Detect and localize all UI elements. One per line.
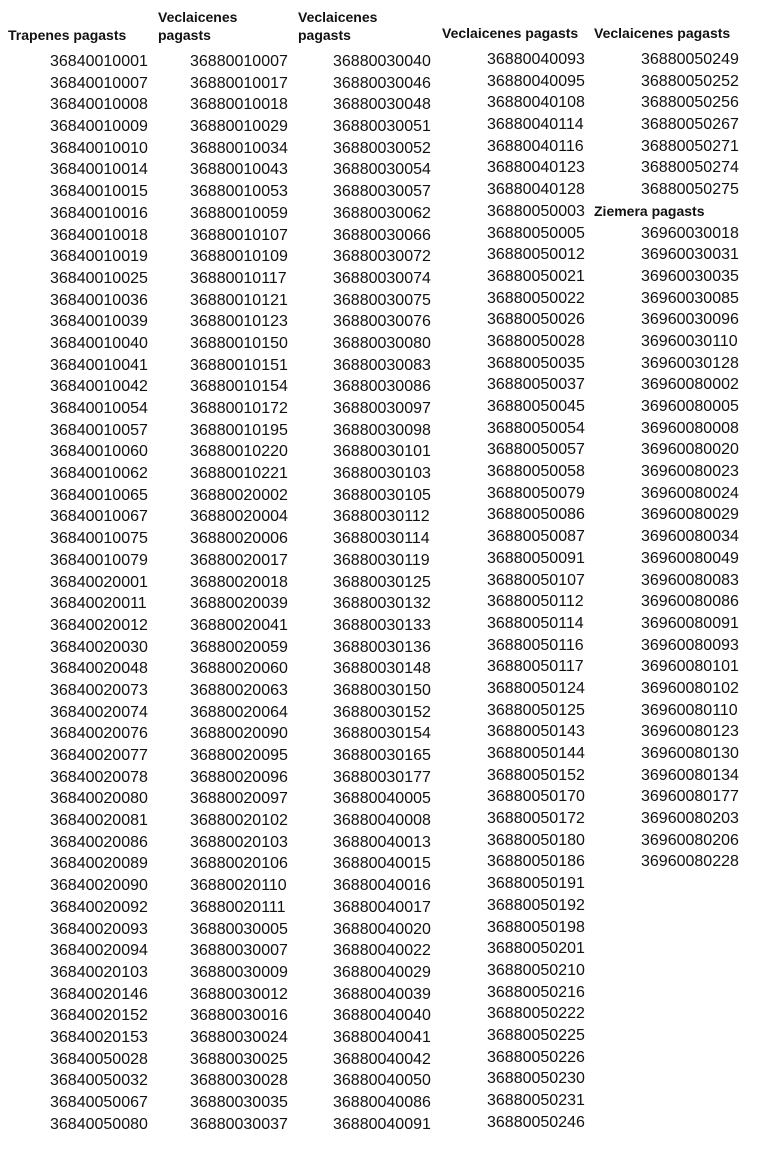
column-header bbox=[8, 0, 158, 44]
cadastral-number: 36880030016 bbox=[190, 1007, 288, 1025]
id-list bbox=[594, 223, 770, 874]
cadastral-number: 36960080134 bbox=[641, 766, 739, 784]
cadastral-number: 36880030112 bbox=[333, 508, 430, 526]
cadastral-number: 36960080083 bbox=[641, 571, 739, 589]
cadastral-number: 36960080005 bbox=[641, 398, 739, 415]
cadastral-number: 36880030028 bbox=[190, 1072, 288, 1090]
cadastral-number: 36880020103 bbox=[190, 833, 288, 851]
cadastral-number: 36880010107 bbox=[190, 226, 288, 244]
column-header bbox=[594, 0, 770, 42]
cadastral-number: 36840020153 bbox=[50, 1028, 148, 1046]
cadastral-number: 36880040040 bbox=[333, 1007, 431, 1025]
cadastral-number: 36880050226 bbox=[487, 1048, 585, 1066]
cadastral-number: 36840020048 bbox=[50, 660, 148, 678]
cadastral-number: 36840020081 bbox=[50, 812, 148, 830]
cadastral-number: 36840020093 bbox=[50, 920, 148, 938]
cadastral-number: 36880030046 bbox=[333, 74, 431, 92]
cadastral-number: 36840020146 bbox=[50, 985, 148, 1003]
cadastral-number: 36880020006 bbox=[190, 530, 288, 548]
cadastral-number: 36880010029 bbox=[190, 118, 288, 136]
cadastral-number: 36880050230 bbox=[487, 1070, 585, 1088]
cadastral-number: 36880010117 bbox=[190, 269, 287, 287]
column-veclaicenes-3 bbox=[442, 0, 594, 1133]
cadastral-number: 36880040041 bbox=[333, 1028, 431, 1046]
cadastral-number: 36880020004 bbox=[190, 508, 288, 526]
cadastral-number: 36840050067 bbox=[50, 1094, 148, 1111]
cadastral-number: 36840020090 bbox=[50, 877, 148, 895]
cadastral-number: 36960030031 bbox=[641, 246, 739, 264]
cadastral-number: 36960080110 bbox=[641, 701, 738, 719]
cadastral-number: 36840010025 bbox=[50, 269, 148, 287]
id-list bbox=[158, 51, 300, 1135]
cadastral-number: 36960080093 bbox=[641, 636, 739, 654]
cadastral-number: 36840010015 bbox=[50, 183, 148, 201]
cadastral-number: 36880030005 bbox=[190, 920, 288, 938]
cadastral-number: 36880010172 bbox=[190, 400, 288, 417]
cadastral-number: 36840010060 bbox=[50, 443, 148, 461]
cadastral-number: 36840020030 bbox=[50, 638, 148, 656]
cadastral-number: 36880030098 bbox=[333, 421, 431, 439]
id-list bbox=[594, 49, 770, 201]
cadastral-number: 36880050210 bbox=[487, 961, 585, 979]
cadastral-number: 36880050144 bbox=[487, 745, 585, 762]
cadastral-number: 36880030114 bbox=[333, 530, 430, 548]
cadastral-number: 36960080203 bbox=[641, 810, 739, 828]
cadastral-number: 36880050079 bbox=[487, 484, 585, 502]
cadastral-number: 36880050191 bbox=[487, 875, 585, 893]
cadastral-number: 36880050252 bbox=[641, 72, 739, 90]
cadastral-number: 36880030035 bbox=[190, 1094, 288, 1111]
cadastral-number: 36880040013 bbox=[333, 833, 431, 851]
cadastral-number: 36840010057 bbox=[50, 421, 148, 439]
cadastral-number: 36840020094 bbox=[50, 942, 148, 960]
cadastral-number: 36880050026 bbox=[487, 311, 585, 329]
cadastral-number: 36880030083 bbox=[333, 356, 431, 374]
cadastral-number: 36880050192 bbox=[487, 896, 585, 914]
cadastral-number: 36880030152 bbox=[333, 703, 431, 721]
cadastral-number: 36840010014 bbox=[50, 161, 148, 179]
cadastral-number: 36880050022 bbox=[487, 289, 585, 307]
cadastral-number: 36880050170 bbox=[487, 788, 585, 806]
cadastral-number: 36880030101 bbox=[333, 443, 431, 461]
cadastral-number: 36880050005 bbox=[487, 224, 585, 242]
column-header-text: Veclaicenes pagasts bbox=[298, 9, 378, 43]
cadastral-number: 36880010123 bbox=[190, 313, 288, 331]
cadastral-number: 36840010042 bbox=[50, 378, 148, 396]
cadastral-number: 36960080130 bbox=[641, 745, 739, 762]
cadastral-number: 36960080086 bbox=[641, 593, 739, 611]
cadastral-number: 36880020064 bbox=[190, 703, 288, 721]
column-veclaicenes-ziemera bbox=[594, 0, 770, 873]
column-header bbox=[158, 0, 300, 44]
cadastral-number: 36880030165 bbox=[333, 747, 431, 764]
cadastral-number: 36880050117 bbox=[487, 658, 584, 676]
cadastral-number: 36880050186 bbox=[487, 853, 585, 871]
cadastral-number: 36840010009 bbox=[50, 118, 148, 136]
cadastral-number: 36880030052 bbox=[333, 139, 431, 157]
cadastral-number: 36880020002 bbox=[190, 486, 288, 504]
cadastral-number: 36880040016 bbox=[333, 877, 431, 895]
cadastral-number: 36880050021 bbox=[487, 267, 585, 285]
cadastral-number: 36960030128 bbox=[641, 354, 739, 372]
cadastral-number: 36880010017 bbox=[190, 74, 288, 92]
column-veclaicenes-1 bbox=[158, 0, 300, 1135]
cadastral-number: 36880050180 bbox=[487, 831, 585, 849]
cadastral-number: 36840010067 bbox=[50, 508, 148, 526]
cadastral-number: 36840020092 bbox=[50, 898, 148, 916]
cadastral-number: 36840010054 bbox=[50, 400, 148, 417]
cadastral-number: 36880040108 bbox=[487, 94, 585, 112]
cadastral-number: 36880030148 bbox=[333, 660, 431, 678]
cadastral-number: 36880030040 bbox=[333, 53, 431, 70]
cadastral-number: 36840010007 bbox=[50, 74, 148, 92]
cadastral-number: 36960080034 bbox=[641, 528, 739, 546]
cadastral-number: 36840020152 bbox=[50, 1007, 148, 1025]
cadastral-number: 36880030132 bbox=[333, 595, 431, 613]
cadastral-number: 36880010053 bbox=[190, 183, 288, 201]
column-veclaicenes-2 bbox=[298, 0, 443, 1135]
cadastral-number: 36880020110 bbox=[190, 877, 287, 895]
cadastral-number: 36880010195 bbox=[190, 421, 288, 439]
cadastral-number: 36840020001 bbox=[50, 573, 148, 591]
cadastral-number: 36880040086 bbox=[333, 1094, 431, 1111]
cadastral-number: 36960080091 bbox=[641, 614, 739, 632]
cadastral-number: 36880010221 bbox=[190, 465, 288, 483]
cadastral-number: 36960080023 bbox=[641, 463, 739, 481]
cadastral-number: 36880030080 bbox=[333, 334, 431, 352]
cadastral-number: 36880030133 bbox=[333, 616, 431, 634]
cadastral-number: 36880030105 bbox=[333, 486, 431, 504]
cadastral-number: 36880020018 bbox=[190, 573, 288, 591]
cadastral-number: 36840020012 bbox=[50, 616, 148, 634]
cadastral-number: 36960080008 bbox=[641, 419, 739, 437]
cadastral-number: 36960080228 bbox=[641, 853, 739, 871]
cadastral-number: 36880050274 bbox=[641, 159, 739, 177]
cadastral-number: 36960030096 bbox=[641, 311, 739, 329]
cadastral-number: 36880020060 bbox=[190, 660, 288, 678]
cadastral-number: 36880040128 bbox=[487, 181, 585, 199]
cadastral-number: 36880050057 bbox=[487, 441, 585, 459]
cadastral-number: 36880030012 bbox=[190, 985, 288, 1003]
cadastral-number: 36840010018 bbox=[50, 226, 148, 244]
id-list bbox=[298, 51, 443, 1135]
cadastral-number: 36880050035 bbox=[487, 354, 585, 372]
cadastral-number: 36880010150 bbox=[190, 334, 288, 352]
cadastral-number: 36880040091 bbox=[333, 1115, 431, 1133]
id-list bbox=[442, 49, 594, 1133]
cadastral-number: 36840010001 bbox=[50, 53, 148, 70]
cadastral-number: 36840020074 bbox=[50, 703, 148, 721]
cadastral-number: 36880030062 bbox=[333, 204, 431, 222]
cadastral-number: 36880040039 bbox=[333, 985, 431, 1003]
cadastral-number: 36880050231 bbox=[487, 1092, 585, 1109]
cadastral-number: 36880050198 bbox=[487, 918, 585, 936]
cadastral-number: 36880040015 bbox=[333, 855, 431, 873]
cadastral-number: 36880030024 bbox=[190, 1028, 288, 1046]
cadastral-number: 36880050112 bbox=[487, 593, 584, 611]
cadastral-number: 36960080177 bbox=[641, 788, 739, 806]
cadastral-number: 36960080002 bbox=[641, 376, 739, 394]
cadastral-number: 36880020111 bbox=[190, 898, 286, 916]
cadastral-number: 36880050116 bbox=[487, 636, 584, 654]
cadastral-number: 36960080024 bbox=[641, 484, 739, 502]
cadastral-number: 36880030072 bbox=[333, 248, 431, 266]
cadastral-number: 36880030025 bbox=[190, 1050, 288, 1068]
cadastral-number: 36880050012 bbox=[487, 246, 585, 264]
cadastral-number: 36880030051 bbox=[333, 118, 431, 136]
cadastral-number: 36840010079 bbox=[50, 551, 148, 569]
cadastral-number: 36880050045 bbox=[487, 398, 585, 415]
cadastral-number: 36880030154 bbox=[333, 725, 431, 743]
cadastral-number: 36840020011 bbox=[50, 595, 147, 613]
cadastral-number: 36880010151 bbox=[190, 356, 288, 374]
cadastral-number: 36880010007 bbox=[190, 53, 288, 70]
cadastral-number: 36960030110 bbox=[641, 332, 738, 350]
cadastral-number: 36880050037 bbox=[487, 376, 585, 394]
cadastral-number: 36880010043 bbox=[190, 161, 288, 179]
cadastral-number: 36840020103 bbox=[50, 963, 148, 981]
cadastral-number: 36880040029 bbox=[333, 963, 431, 981]
cadastral-number: 36880030066 bbox=[333, 226, 431, 244]
cadastral-number: 36880050114 bbox=[487, 614, 584, 632]
cadastral-number: 36840020073 bbox=[50, 681, 148, 699]
id-list bbox=[8, 51, 158, 1135]
cadastral-number: 36880030048 bbox=[333, 96, 431, 114]
cadastral-number: 36880050125 bbox=[487, 701, 585, 719]
cadastral-number: 36880030086 bbox=[333, 378, 431, 396]
column-header-text: Trapenes pagasts bbox=[8, 27, 127, 43]
cadastral-number: 36880030037 bbox=[190, 1115, 288, 1133]
cadastral-number: 36880050201 bbox=[487, 940, 585, 958]
cadastral-number: 36880050267 bbox=[641, 116, 739, 134]
cadastral-number: 36960080206 bbox=[641, 831, 739, 849]
cadastral-number: 36880040020 bbox=[333, 920, 431, 938]
cadastral-number: 36880030074 bbox=[333, 269, 431, 287]
cadastral-number: 36960080029 bbox=[641, 506, 739, 524]
cadastral-number: 36880030007 bbox=[190, 942, 288, 960]
cadastral-number: 36880040093 bbox=[487, 51, 585, 68]
cadastral-number: 36880050271 bbox=[641, 137, 739, 155]
cadastral-number: 36880010059 bbox=[190, 204, 288, 222]
cadastral-number: 36960080123 bbox=[641, 723, 739, 741]
cadastral-number: 36880050246 bbox=[487, 1113, 585, 1131]
cadastral-number: 36880020059 bbox=[190, 638, 288, 656]
cadastral-number: 36880050028 bbox=[487, 332, 585, 350]
cadastral-number: 36880050086 bbox=[487, 506, 585, 524]
cadastral-number: 36880030119 bbox=[333, 551, 430, 569]
cadastral-number: 36880040114 bbox=[487, 116, 584, 134]
cadastral-number: 36840010019 bbox=[50, 248, 148, 266]
cadastral-number: 36880040095 bbox=[487, 72, 585, 90]
cadastral-number: 36960030085 bbox=[641, 289, 739, 307]
cadastral-number: 36880030057 bbox=[333, 183, 431, 201]
column-header-text: Veclaicenes pagasts bbox=[442, 25, 579, 41]
cadastral-number: 36880030054 bbox=[333, 161, 431, 179]
cadastral-number: 36880040017 bbox=[333, 898, 431, 916]
cadastral-number: 36840010010 bbox=[50, 139, 148, 157]
cadastral-number: 36880020039 bbox=[190, 595, 288, 613]
cadastral-number: 36880010154 bbox=[190, 378, 288, 396]
cadastral-number: 36840010065 bbox=[50, 486, 148, 504]
cadastral-number: 36840050032 bbox=[50, 1072, 148, 1090]
cadastral-number: 36880010109 bbox=[190, 248, 288, 266]
column-header bbox=[442, 0, 594, 42]
cadastral-number: 36880040123 bbox=[487, 159, 585, 177]
cadastral-number: 36880030150 bbox=[333, 681, 431, 699]
cadastral-number: 36880020017 bbox=[190, 551, 288, 569]
cadastral-number: 36840020076 bbox=[50, 725, 148, 743]
cadastral-number: 36880010121 bbox=[190, 291, 288, 309]
column-header-text: Veclaicenes pagasts bbox=[594, 25, 731, 41]
cadastral-number: 36880010220 bbox=[190, 443, 288, 461]
cadastral-number: 36880020063 bbox=[190, 681, 288, 699]
cadastral-number: 36880050003 bbox=[487, 202, 585, 220]
cadastral-number: 36840010008 bbox=[50, 96, 148, 114]
cadastral-number: 36840010040 bbox=[50, 334, 148, 352]
cadastral-number: 36960080049 bbox=[641, 549, 739, 567]
cadastral-number: 36880040050 bbox=[333, 1072, 431, 1090]
column-header bbox=[298, 0, 443, 44]
cadastral-number: 36880050152 bbox=[487, 766, 585, 784]
cadastral-number: 36880030136 bbox=[333, 638, 431, 656]
cadastral-number: 36880020041 bbox=[190, 616, 288, 634]
cadastral-number: 36880030177 bbox=[333, 768, 431, 786]
cadastral-number: 36880030009 bbox=[190, 963, 288, 981]
cadastral-number: 36880030103 bbox=[333, 465, 431, 483]
cadastral-number: 36880050249 bbox=[641, 51, 739, 68]
cadastral-number: 36880040116 bbox=[487, 137, 584, 155]
column-trapenes bbox=[8, 0, 158, 1135]
cadastral-number: 36880050256 bbox=[641, 94, 739, 112]
column-header-text: Veclaicenes pagasts bbox=[158, 9, 238, 43]
cadastral-number: 36880010034 bbox=[190, 139, 288, 157]
cadastral-number: 36880030075 bbox=[333, 291, 431, 309]
cadastral-number: 36840010041 bbox=[50, 356, 148, 374]
cadastral-number: 36880050107 bbox=[487, 571, 585, 589]
cadastral-number: 36880040008 bbox=[333, 812, 431, 830]
cadastral-number: 36840020089 bbox=[50, 855, 148, 873]
cadastral-number: 36840020077 bbox=[50, 747, 148, 764]
cadastral-number: 36880030125 bbox=[333, 573, 431, 591]
cadastral-number: 36880050058 bbox=[487, 463, 585, 481]
cadastral-number: 36960080102 bbox=[641, 679, 739, 697]
cadastral-number: 36880050172 bbox=[487, 810, 585, 828]
cadastral-number: 36880020097 bbox=[190, 790, 288, 808]
cadastral-number: 36880020096 bbox=[190, 768, 288, 786]
cadastral-number: 36880020102 bbox=[190, 812, 288, 830]
cadastral-number: 36840050080 bbox=[50, 1115, 148, 1133]
cadastral-number: 36880050222 bbox=[487, 1005, 585, 1023]
cadastral-number: 36880050124 bbox=[487, 679, 585, 697]
section-subheader: Ziemera pagasts bbox=[594, 202, 705, 219]
cadastral-number: 36960030018 bbox=[641, 224, 739, 242]
cadastral-number: 36840010036 bbox=[50, 291, 148, 309]
cadastral-number: 36840020086 bbox=[50, 833, 148, 851]
cadastral-number: 36880020095 bbox=[190, 747, 288, 764]
cadastral-number: 36880040042 bbox=[333, 1050, 431, 1068]
cadastral-number: 36840010039 bbox=[50, 313, 148, 331]
cadastral-number: 36880010018 bbox=[190, 96, 288, 114]
cadastral-number: 36880050054 bbox=[487, 419, 585, 437]
cadastral-number: 36880050275 bbox=[641, 181, 739, 199]
cadastral-number: 36880020106 bbox=[190, 855, 288, 873]
cadastral-number: 36880020090 bbox=[190, 725, 288, 743]
cadastral-number: 36880050216 bbox=[487, 983, 585, 1001]
cadastral-number: 36880030076 bbox=[333, 313, 431, 331]
cadastral-number: 36880050087 bbox=[487, 528, 585, 546]
cadastral-number: 36880050143 bbox=[487, 723, 585, 741]
cadastral-number: 36840020078 bbox=[50, 768, 148, 786]
cadastral-number: 36840010075 bbox=[50, 530, 148, 548]
cadastral-number: 36840020080 bbox=[50, 790, 148, 808]
cadastral-number: 36880030097 bbox=[333, 400, 431, 417]
cadastral-number: 36840010016 bbox=[50, 204, 148, 222]
cadastral-number: 36880050225 bbox=[487, 1026, 585, 1044]
cadastral-number: 36840010062 bbox=[50, 465, 148, 483]
cadastral-number: 36960080101 bbox=[641, 658, 739, 676]
cadastral-number: 36880040005 bbox=[333, 790, 431, 808]
cadastral-number: 36880050091 bbox=[487, 549, 585, 567]
cadastral-number: 36840050028 bbox=[50, 1050, 148, 1068]
cadastral-number: 36960030035 bbox=[641, 267, 739, 285]
cadastral-number: 36880040022 bbox=[333, 942, 431, 960]
cadastral-number: 36960080020 bbox=[641, 441, 739, 459]
